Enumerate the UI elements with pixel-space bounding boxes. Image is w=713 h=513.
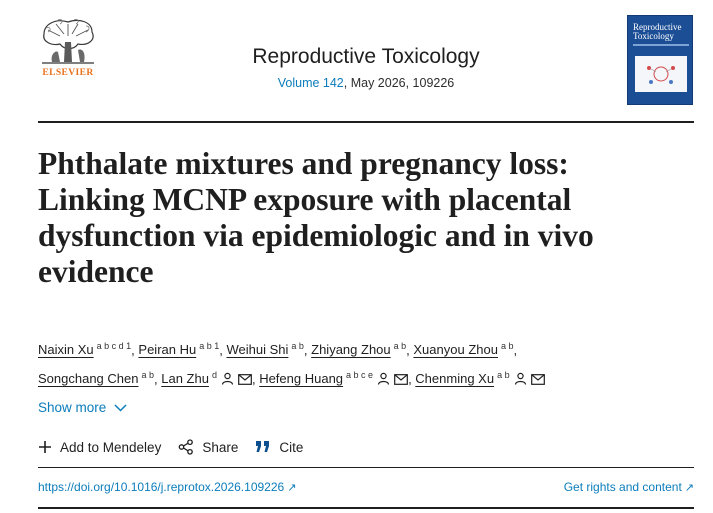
cover-title: Reproductive Toxicology <box>633 22 682 41</box>
article-title: Phthalate mixtures and pregnancy loss: Linking MCNP exposure with placental dysfunction via epidemiologic and in vivo evidence <box>38 146 594 289</box>
volume-link[interactable]: Volume 142 <box>277 76 344 90</box>
share-icon <box>178 439 194 455</box>
email-icon <box>394 374 408 385</box>
doi-link[interactable]: https://doi.org/10.1016/j.reprotox.2026.109226 ↗ <box>38 480 297 494</box>
add-to-mendeley-button[interactable] <box>38 440 161 455</box>
journal-title[interactable]: Reproductive Toxicology <box>252 45 480 68</box>
share-button[interactable] <box>178 439 238 455</box>
plus-icon <box>38 440 52 454</box>
elsevier-wordmark: ELSEVIER <box>42 68 94 78</box>
show-more-label: Show more <box>38 400 107 415</box>
author[interactable]: Weihui Shi $^{a b}$ <box>226 341 304 358</box>
journal-cover-image[interactable] <box>627 15 693 105</box>
chevron-down-icon <box>114 404 127 412</box>
journal-issue-info <box>38 76 694 90</box>
external-link-icon: ↗ <box>684 482 694 494</box>
cite-button[interactable] <box>255 440 303 455</box>
footer-divider <box>38 507 694 509</box>
cover-subtitle-bar <box>633 44 689 46</box>
quote-icon <box>255 440 271 454</box>
author[interactable]: Xuanyou Zhou $^{a b}$ <box>413 341 514 358</box>
person-icon <box>221 372 234 385</box>
person-icon <box>514 372 527 385</box>
email-icon <box>238 374 252 385</box>
author[interactable]: Naixin Xu $^{a b c d 1}$ <box>38 341 132 358</box>
author[interactable]: Songchang Chen $^{a b}$ <box>38 369 154 387</box>
author[interactable]: Hefeng Huang $^{a b c e}$ <box>259 371 408 386</box>
journal-header <box>38 14 694 109</box>
author[interactable]: Lan Zhu $^d$ <box>161 371 252 386</box>
person-icon <box>377 372 390 385</box>
show-more-button[interactable] <box>38 400 127 415</box>
author-list: Naixin Xu $^{a b c d 1}$, Peiran Hu $^{a b 1}$, Weihui Shi $^{a b}$, Zhiyang Zhou $^{a b}$, Xuanyou Zhou $^{a b}$, Songchang Chen $^{a b}$, Lan Zhu $^d$ , Hefeng Huang $^{a b c e}$ , Chenming Xu $^{a b}$ <box>38 334 688 392</box>
article-actions <box>38 439 320 455</box>
author[interactable]: Peiran Hu $^{a b 1}$ <box>138 341 220 358</box>
share-label: Share <box>202 439 239 455</box>
actions-divider <box>38 467 694 468</box>
get-rights-link[interactable]: Get rights and content ↗ <box>563 480 694 494</box>
author[interactable]: Zhiyang Zhou $^{a b}$ <box>311 341 407 358</box>
author[interactable]: Chenming Xu $^{a b}$ <box>415 371 544 386</box>
cite-label: Cite <box>279 439 304 455</box>
external-link-icon: ↗ <box>287 482 297 494</box>
email-icon <box>531 374 545 385</box>
cover-illustration <box>635 56 687 92</box>
header-divider <box>38 121 694 123</box>
issue-details: , May 2026, 109226 <box>343 76 455 90</box>
add-to-mendeley-label: Add to Mendeley <box>60 439 162 455</box>
